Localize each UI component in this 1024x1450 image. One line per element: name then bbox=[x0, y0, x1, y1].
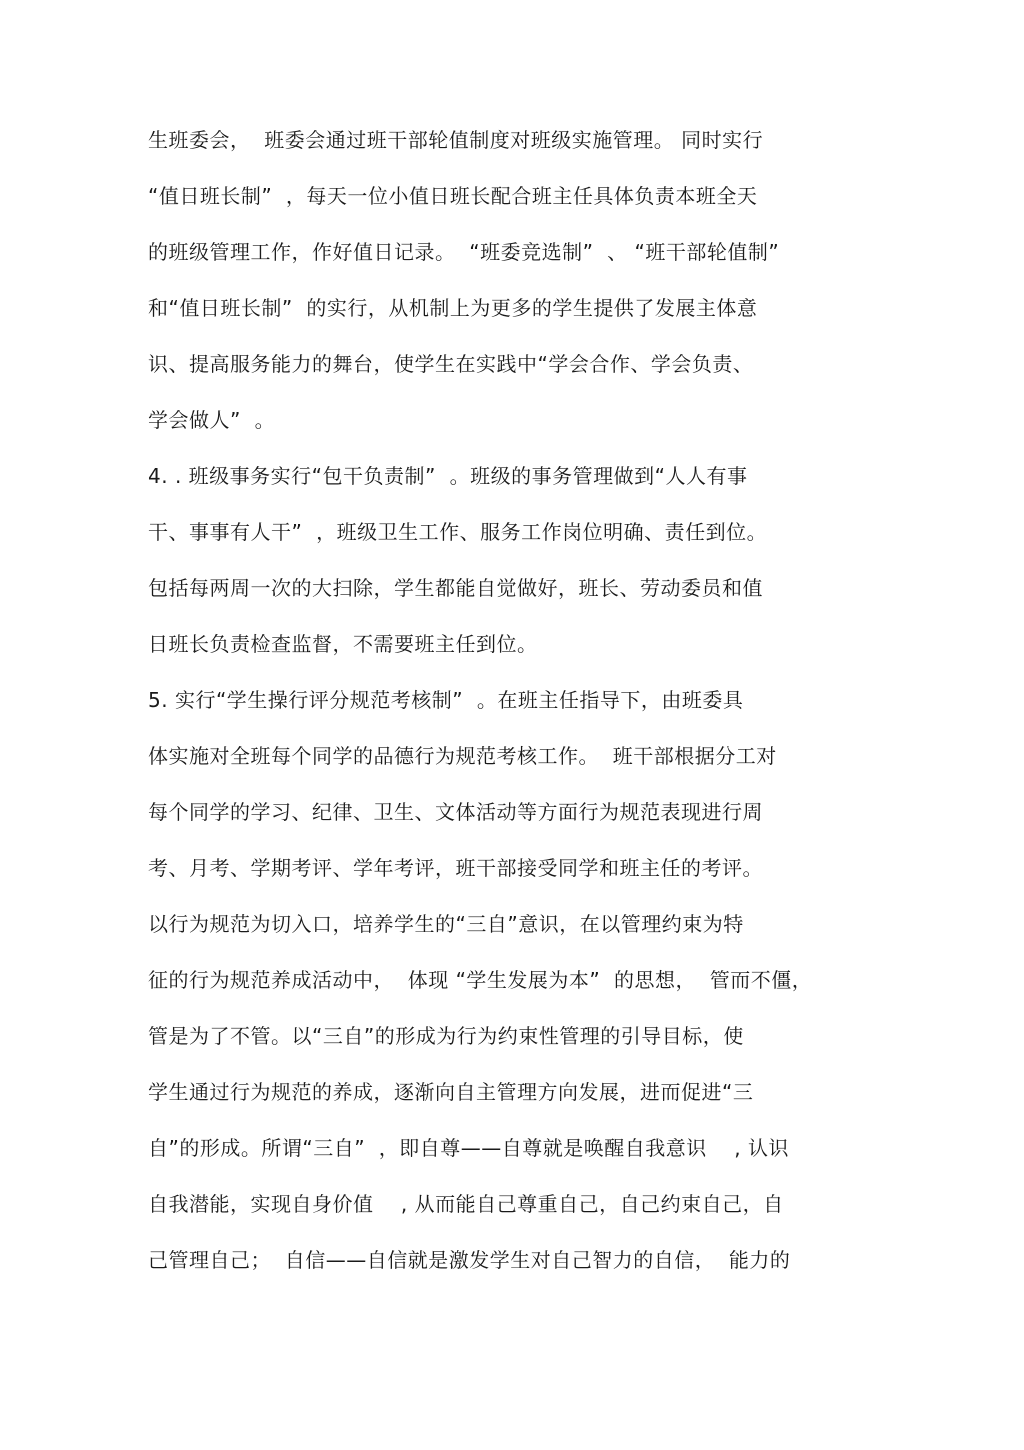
text-line: 和“值日班长制” 的实行，从机制上为更多的学生提供了发展主体意 bbox=[148, 296, 758, 320]
text-line: 考、月考、学期考评、学年考评，班干部接受同学和班主任的考评。 bbox=[148, 856, 763, 880]
text-line: 以行为规范为切入口，培养学生的“三自”意识，在以管理约束为特 bbox=[148, 912, 744, 936]
text-line: 干、事事有人干” ，班级卫生工作、服务工作岗位明确、责任到位。 bbox=[148, 520, 768, 544]
text-line: 学生通过行为规范的养成，逐渐向自主管理方向发展，进而促进“三 bbox=[148, 1080, 754, 1104]
text-line: 识、提高服务能力的舞台，使学生在实践中“学会合作、学会负责、 bbox=[148, 352, 754, 376]
text-line: “值日班长制” ，每天一位小值日班长配合班主任具体负责本班全天 bbox=[148, 184, 758, 208]
text-line: 征的行为规范养成活动中， 体现 “学生发展为本” 的思想， 管而不僵， bbox=[148, 968, 813, 992]
text-line: 自我潜能，实现自身价值 , 从而能自己尊重自己，自己约束自己，自 bbox=[148, 1192, 784, 1216]
text-line: 日班长负责检查监督，不需要班主任到位。 bbox=[148, 632, 538, 656]
text-line: 生班委会， 班委会通过班干部轮值制度对班级实施管理。 同时实行 bbox=[148, 128, 764, 152]
text-line: 管是为了不管。以“三自”的形成为行为约束性管理的引导目标，使 bbox=[148, 1024, 744, 1048]
text-line: 包括每两周一次的大扫除，学生都能自觉做好，班长、劳动委员和值 bbox=[148, 576, 763, 600]
list-item-5: 5. 实行“学生操行评分规范考核制” 。在班主任指导下，由班委具 bbox=[148, 688, 744, 712]
text-line: 学会做人” 。 bbox=[148, 408, 276, 432]
text-line: 己管理自己； 自信——自信就是激发学生对自己智力的自信， 能力的 bbox=[148, 1248, 791, 1272]
text-line: 的班级管理工作，作好值日记录。 “班委竞选制” 、 “班干部轮值制” bbox=[148, 240, 780, 264]
text-line: 体实施对全班每个同学的品德行为规范考核工作。 班干部根据分工对 bbox=[148, 744, 777, 768]
text-line: 每个同学的学习、纪律、卫生、文体活动等方面行为规范表现进行周 bbox=[148, 800, 763, 824]
list-item-4: 4. . 班级事务实行“包干负责制” 。班级的事务管理做到“人人有事 bbox=[148, 464, 748, 488]
text-line: 自”的形成。所谓“三自” ，即自尊——自尊就是唤醒自我意识 , 认识 bbox=[148, 1136, 789, 1160]
